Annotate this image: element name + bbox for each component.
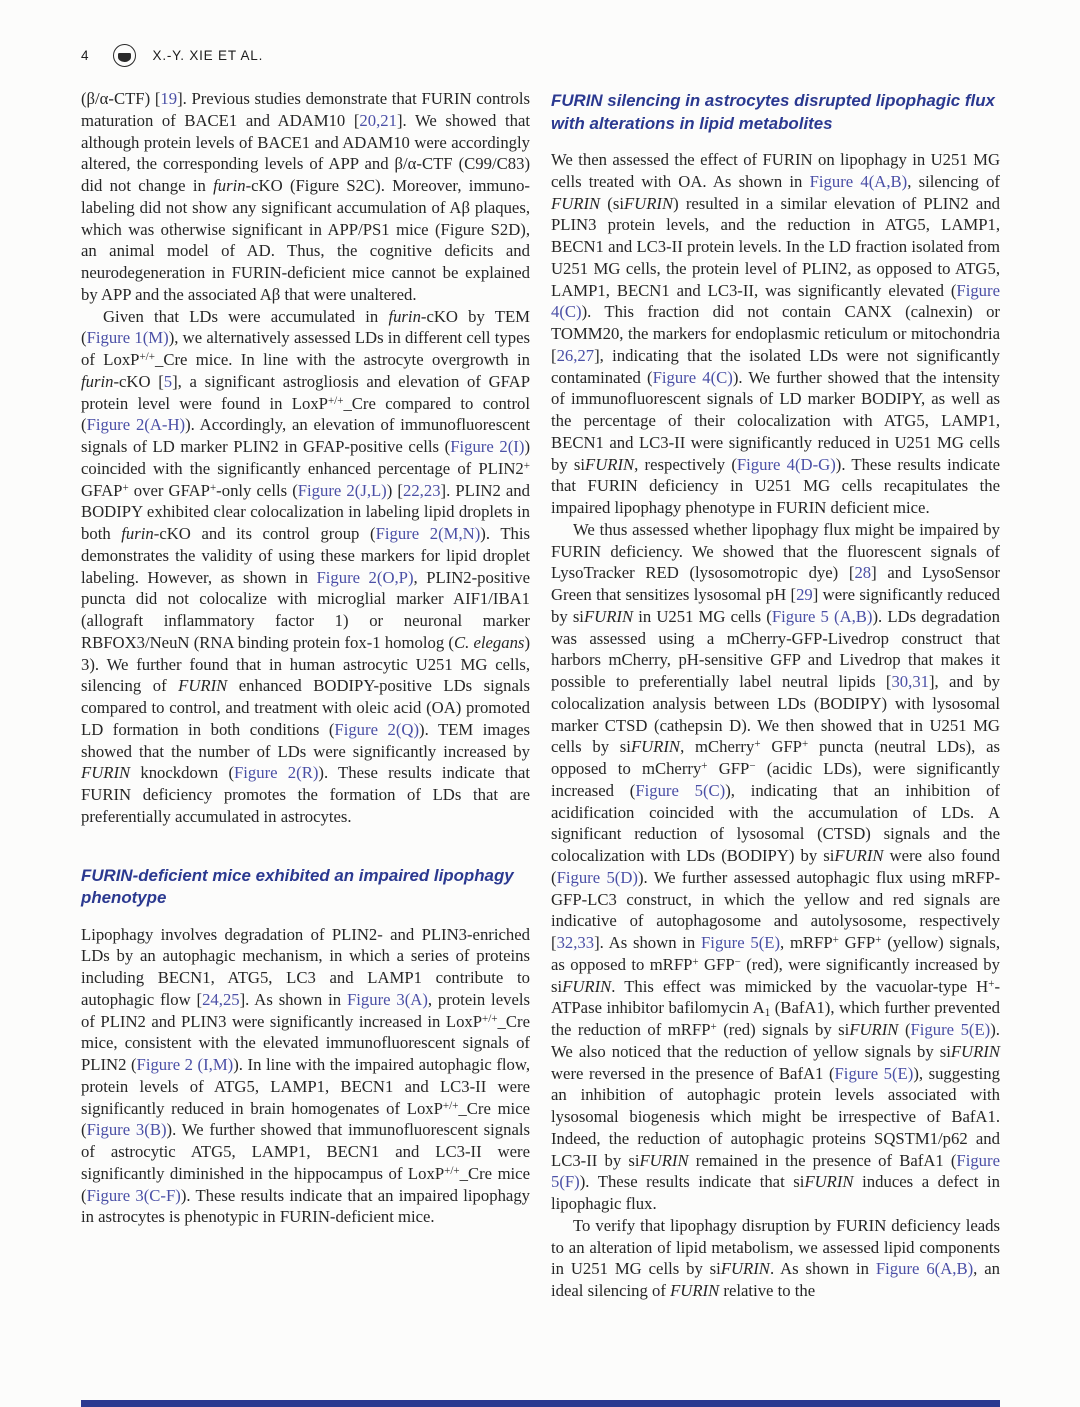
citation-ref-link[interactable]: 22,23 <box>402 480 441 500</box>
running-head: X.-Y. XIE ET AL. <box>152 48 264 63</box>
paragraph: Given that LDs were accumulated in furin-cKO by TEM (Figure 1(M)), we alternatively assessed LDs in different cell types of LoxP+/+_Cre mice. In line with the astrocyte overgrowth in furin-cKO [5], a significant astrogliosis and elevation of GFAP protein level were found in LoxP+/+_Cre compared to control (Figure 2(A-H)). Accordingly, an elevation of immunofluorescent signals of LD marker PLIN2 in GFAP-positive cells (Figure 2(I)) coincided with the significantly enhanced percentage of PLIN2+ GFAP+ over GFAP+-only cells (Figure 2(J,L)) [22,23]. PLIN2 and BODIPY exhibited clear colocalization in labeling lipid droplets in both furin-cKO and its control group (Figure 2(M,N)). This demonstrates the validity of using these markers for lipid droplet labeling. However, as shown in Figure 2(O,P), PLIN2-positive puncta did not colocalize with microglial marker AIF1/IBA1 (allograft inflammatory factor 1) or neuronal marker RBFOX3/NeuN (RNA binding protein fox-1 homolog (C. elegans) 3). We further found that in human astrocytic U251 MG cells, silencing of FURIN enhanced BODIPY-positive LDs signals compared to control, and treatment with oleic acid (OA) promoted LD formation in both conditions (Figure 2(Q)). TEM images showed that the number of LDs were significantly increased by FURIN knockdown (Figure 2(R)). These results indicate that FURIN deficiency promotes the formation of LDs that are preferentially accumulated in astrocytes. <box>81 306 531 826</box>
figure-link[interactable]: Figure 2(O,P) <box>316 567 414 587</box>
page-number: 4 <box>81 48 89 63</box>
left-column <box>81 88 530 1228</box>
citation-ref-link[interactable]: 5 <box>163 371 173 391</box>
figure-link[interactable]: Figure 3(B) <box>86 1120 167 1140</box>
figure-link[interactable]: Figure 2(I) <box>450 437 525 456</box>
paragraph: To verify that lipophagy disruption by FURIN deficiency leads to an alteration of lipid metabolism, we assessed lipid components in U251 MG cells by siFURIN. As shown in Figure 6(A,B), an ideal silencing of FURIN relative to the <box>551 1215 1000 1300</box>
figure-link[interactable]: Figure 3(C-F) <box>86 1185 181 1205</box>
figure-link[interactable]: Figure 4(A,B) <box>809 171 908 191</box>
paragraph: Lipophagy involves degradation of PLIN2- and PLIN3-enriched LDs by an autophagic mechanism, in which a series of proteins including BECN1, ATG5, LC3 and LAMP1 contribute to autophagic flow [24,25]. As shown in Figure 3(A), protein levels of PLIN2 and PLIN3 were significantly increased in LoxP+/+_Cre mice, consistent with the elevated immunofluorescent signals of PLIN2 (Figure 2 (I,M)). In line with the impaired autophagic flow, protein levels of ATG5, LAMP1, BECN1 and LC3-II were significantly reduced in brain homogenates of LoxP+/+_Cre mice (Figure 3(B)). We further showed that immunofluorescent signals of astrocytic ATG5, LAMP1, BECN1 and LC3-II were significantly diminished in the hippocampus of LoxP+/+_Cre mice (Figure 3(C-F)). These results indicate that an impaired lipophagy in astrocytes is phenotypic in FURIN-deficient mice. <box>81 924 531 1227</box>
figure-link[interactable]: Figure 2(A-H) <box>86 415 186 435</box>
citation-ref-link[interactable]: 26,27 <box>556 345 595 365</box>
citation-ref-link[interactable]: 29 <box>796 585 813 604</box>
figure-link[interactable]: Figure 5(E) <box>701 933 781 952</box>
figure-link[interactable]: Figure 1(M) <box>86 328 169 348</box>
figure-link[interactable]: Figure 2(J,L) <box>297 480 387 500</box>
citation-ref-link[interactable]: 20,21 <box>359 110 397 130</box>
figure-link[interactable]: Figure 6(A,B) <box>875 1259 974 1279</box>
taylor-francis-logo-icon <box>113 44 136 67</box>
figure-link[interactable]: Figure 2(Q) <box>334 719 420 739</box>
figure-link[interactable]: Figure 5(E) <box>834 1063 914 1083</box>
figure-link[interactable]: Figure 2 (I,M) <box>136 1055 234 1074</box>
article-body <box>81 88 1000 1302</box>
citation-ref-link[interactable]: 24,25 <box>202 989 240 1009</box>
figure-link[interactable]: Figure 2(R) <box>234 763 319 783</box>
figure-link[interactable]: Figure 5(C) <box>635 780 726 800</box>
partial-figure-bar <box>81 1400 1000 1407</box>
citation-ref-link[interactable]: 30,31 <box>891 672 929 691</box>
right-column <box>551 88 1000 1302</box>
citation-ref-link[interactable]: 19 <box>160 89 178 108</box>
citation-ref-link[interactable]: 32,33 <box>556 933 595 952</box>
section-heading: FURIN silencing in astrocytes disrupted lipophagic flux with alterations in lipid metabolites <box>551 91 995 133</box>
citation-ref-link[interactable]: 28 <box>854 563 872 583</box>
figure-link[interactable]: Figure 2(M,N) <box>375 524 481 543</box>
figure-link[interactable]: Figure 4(C) <box>551 280 1000 322</box>
figure-link[interactable]: Figure 4(C) <box>652 367 733 387</box>
figure-link[interactable]: Figure 5(D) <box>556 867 638 887</box>
paragraph: (β/α-CTF) [19]. Previous studies demonstrate that FURIN controls maturation of BACE1 and ADAM10 [20,21]. We showed that although protein levels of BACE1 and ADAM10 were accordingly altered, the corresponding levels of APP and β/α-CTF (C99/C83) did not change in furin-cKO (Figure S2C). Moreover, immuno-labeling did not show any significant accumulation of Aβ plaques, which was otherwise significant in APP/PS1 mice (Figure S2D), an animal model of AD. Thus, the cognitive deficits and neurodegeneration in FURIN-deficient mice cannot be explained by APP and the associated Aβ that were unaltered. <box>81 89 530 304</box>
figure-link[interactable]: Figure 5 (A,B) <box>771 606 873 626</box>
section-heading: FURIN-deficient mice exhibited an impaired lipophagy phenotype <box>81 865 514 907</box>
page-header <box>81 44 263 67</box>
paragraph: We then assessed the effect of FURIN on lipophagy in U251 MG cells treated with OA. As shown in Figure 4(A,B), silencing of FURIN (siFURIN) resulted in a similar elevation of PLIN2 and PLIN3 protein levels, and the reduction in ATG5, LAMP1, BECN1 and LC3-II protein levels. In the LD fraction isolated from U251 MG cells, the protein level of PLIN2, as opposed to ATG5, LAMP1, BECN1 and LC3-II, was significantly elevated (Figure 4(C)). This fraction did not contain CANX (calnexin) or TOMM20, the markers for endoplasmic reticulum or mitochondria [26,27], indicating that the isolated LDs were not significantly contaminated (Figure 4(C)). We further showed that the intensity of immunofluorescent signals of LD marker BODIPY, as well as the percentage of their colocalization with ATG5, LAMP1, BECN1 and LC3-II were significantly reduced in U251 MG cells by siFURIN, respectively (Figure 4(D-G)). These results indicate that FURIN deficiency in U251 MG cells recapitulates the impaired lipophagy phenotype in FURIN deficient mice. <box>551 150 1001 517</box>
figure-link[interactable]: Figure 5(E) <box>910 1020 991 1039</box>
paragraph: We thus assessed whether lipophagy flux might be impaired by FURIN deficiency. We showed that the fluorescent signals of LysoTracker RED (lysosomotropic dye) [28] and LysoSensor Green that sensitizes lysosomal pH [29] were significantly reduced by siFURIN in U251 MG cells (Figure 5 (A,B)). LDs degradation was assessed using a mCherry-GFP-Livedrop construct that harbors mCherry, pH-sensitive GFP and Livedrop that makes it possible to preferentially label neutral lipids [30,31], and by colocalization analysis between LDs (BODIPY) with lysosomal marker CTSD (cathepsin D). We then showed that in U251 MG cells by siFURIN, mCherry+ GFP+ puncta (neutral LDs), as opposed to mCherry+ GFP− (acidic LDs), were significantly increased (Figure 5(C)), indicating that an inhibition of acidification coincided with the accumulation of LDs. A significant reduction of lysosomal (CTSD) signals and the colocalization with LDs (BODIPY) by siFURIN were also found (Figure 5(D)). We further assessed autophagic flux using mRFP-GFP-LC3 construct, in which the yellow and red signals are indicative of autophagosome and autolysosome, respectively [32,33]. As shown in Figure 5(E), mRFP+ GFP+ (yellow) signals, as opposed to mRFP+ GFP− (red), were significantly increased by siFURIN. This effect was mimicked by the vacuolar-type H+-ATPase inhibitor bafilomycin $A_1$ (BafA1), which further prevented the reduction of mRFP+ (red) signals by siFURIN (Figure 5(E)). We also noticed that the reduction of yellow signals by siFURIN were reversed in the presence of BafA1 (Figure 5(E)), suggesting an inhibition of autophagic protein levels associated with lysosomal biogenesis which might be irrespective of BafA1. Indeed, the reduction of autophagic proteins SQSTM1/p62 and LC3-II by siFURIN remained in the presence of BafA1 (Figure 5(F)). These results indicate that siFURIN induces a defect in lipophagic flux. <box>551 519 1001 1213</box>
figure-link[interactable]: Figure 5(F) <box>551 1150 1000 1192</box>
logo-glyph <box>118 53 131 62</box>
figure-link[interactable]: Figure 4(D-G) <box>736 454 836 474</box>
figure-link[interactable]: Figure 3(A) <box>346 989 428 1009</box>
